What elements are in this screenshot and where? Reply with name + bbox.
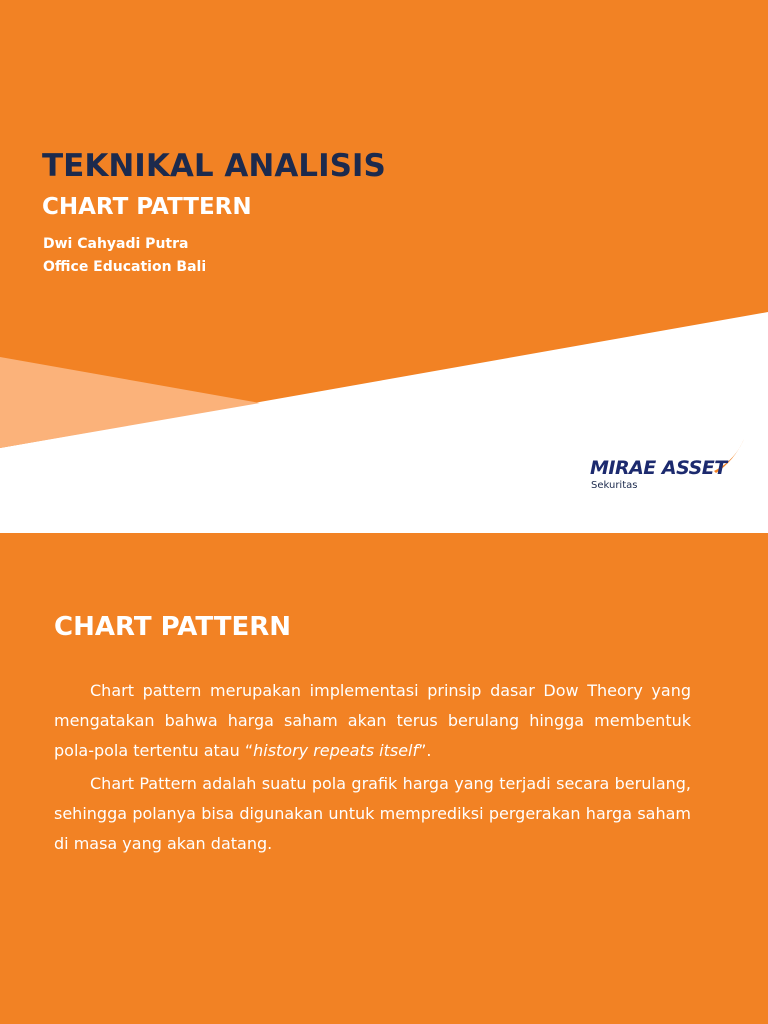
section-body [54, 676, 691, 862]
author-name: Dwi Cahyadi Putra [43, 236, 189, 252]
mirae-asset-logo [588, 437, 748, 497]
quote-text: history repeats itself [253, 741, 419, 760]
section-heading: CHART PATTERN [54, 612, 291, 642]
content-slide [0, 533, 768, 1024]
logo-wordmark: MIRAE ASSET [590, 457, 727, 479]
paragraph-1-text: Chart pattern merupakan implementasi prinsip dasar Dow Theory yang mengatakan bahwa harga saham akan terus berulang hingga membentuk pola-pola tertentu atau “ [54, 681, 691, 760]
office-name: Office Education Bali [43, 259, 207, 275]
paragraph-1 [54, 676, 691, 766]
cover-subtitle: CHART PATTERN [42, 194, 252, 220]
logo-subtext: Sekuritas [591, 480, 638, 491]
paragraph-1-end: ”. [418, 741, 432, 760]
paragraph-2: Chart Pattern adalah suatu pola grafik harga yang terjadi secara berulang, sehingga polanya bisa digunakan untuk memprediksi pergerakan harga saham di masa yang akan datang. [54, 774, 691, 853]
cover-title: TEKNIKAL ANALISIS [42, 148, 386, 184]
